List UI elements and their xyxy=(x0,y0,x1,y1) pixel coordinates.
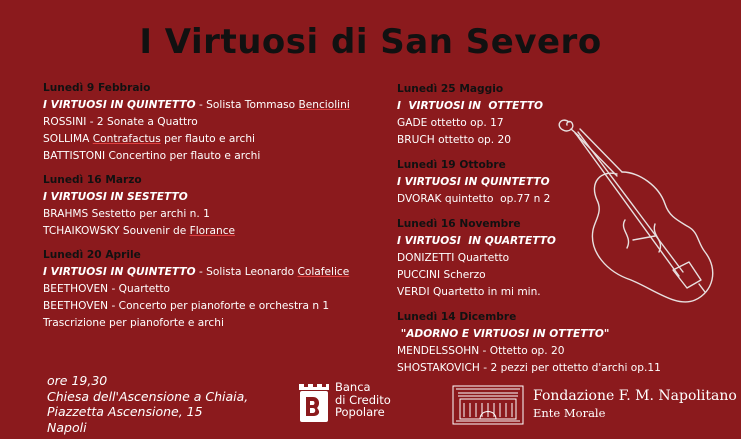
foundation-name: Fondazione F. M. Napolitano xyxy=(533,388,737,404)
concert-event xyxy=(43,247,373,332)
program-work-detail: per flauto e archi xyxy=(160,133,255,145)
program-line: Trascrizione per pianoforte e archi xyxy=(43,317,224,329)
program-line: ROSSINI - 2 Sonate a Quattro xyxy=(43,116,198,128)
concert-event xyxy=(43,172,373,240)
program-composer: TCHAIKOWSKY Souvenir de xyxy=(43,225,190,237)
program-line: MENDELSSOHN - Ottetto op. 20 xyxy=(397,345,565,357)
program-composer: SOLLIMA xyxy=(43,133,93,145)
program-line: BRUCH ottetto op. 20 xyxy=(397,134,511,146)
program-line: DONIZETTI Quartetto xyxy=(397,252,510,264)
venue-city: Napoli xyxy=(47,419,87,435)
bank-name xyxy=(335,381,391,419)
event-date: Lunedì 16 Novembre xyxy=(397,218,521,230)
event-date: Lunedì 25 Maggio xyxy=(397,83,504,95)
event-date: Lunedì 20 Aprile xyxy=(43,249,141,261)
venue-info xyxy=(47,373,248,435)
program-line xyxy=(43,223,373,240)
program-line: BEETHOVEN - Quartetto xyxy=(43,283,171,295)
ensemble-line xyxy=(43,97,373,114)
ensemble-name: I VIRTUOSI IN QUINTETTO xyxy=(43,266,196,278)
concert-event xyxy=(397,309,697,377)
program-work-title: Florance xyxy=(189,225,236,237)
violin-icon xyxy=(555,112,730,317)
ensemble-name: I VIRTUOSI IN QUINTETTO xyxy=(397,176,550,188)
program-line: DVORAK quintetto op.77 n 2 xyxy=(397,193,551,205)
concert-event xyxy=(43,80,373,165)
ensemble-name: I VIRTUOSI IN SESTETTO xyxy=(43,191,188,203)
ensemble-name: I VIRTUOSI IN QUINTETTO xyxy=(43,99,196,111)
venue-place: Chiesa dell'Ascensione a Chiaia, xyxy=(47,388,249,404)
program-line xyxy=(43,131,373,148)
bank-logo-icon xyxy=(297,382,331,424)
soloist-prefix: - Solista Tommaso xyxy=(195,99,299,111)
ensemble-name: "ADORNO E VIRTUOSI IN OTTETTO" xyxy=(397,328,610,340)
event-date: Lunedì 14 Dicembre xyxy=(397,311,517,323)
event-date: Lunedì 9 Febbraio xyxy=(43,82,151,94)
program-work-title: Contrafactus xyxy=(92,133,161,145)
soloist-prefix: - Solista Leonardo xyxy=(195,266,298,278)
ensemble-name: I VIRTUOSI IN OTTETTO xyxy=(397,100,544,112)
bank-name-line: Popolare xyxy=(335,405,385,419)
program-line: VERDI Quartetto in mi min. xyxy=(397,286,541,298)
soloist-name: Colafelice xyxy=(297,266,350,278)
bank-name-line: di Credito xyxy=(335,392,391,407)
bank-name-line: Banca xyxy=(335,380,371,394)
ensemble-line xyxy=(43,264,373,281)
program-line: GADE ottetto op. 17 xyxy=(397,117,504,129)
program-line: PUCCINI Scherzo xyxy=(397,269,486,281)
foundation-subtitle: Ente Morale xyxy=(533,406,606,420)
program-line: BATTISTONI Concertino per flauto e archi xyxy=(43,150,261,162)
concert-time: ore 19,30 xyxy=(47,373,108,388)
ensemble-name: I VIRTUOSI IN QUARTETTO xyxy=(397,235,556,247)
event-date: Lunedì 16 Marzo xyxy=(43,174,142,186)
foundation-info xyxy=(533,388,737,422)
left-column xyxy=(43,80,373,339)
event-date: Lunedì 19 Ottobre xyxy=(397,159,506,171)
foundation-building-icon xyxy=(452,385,524,425)
program-line: BEETHOVEN - Concerto per pianoforte e orchestra n 1 xyxy=(43,300,330,312)
program-line: SHOSTAKOVICH - 2 pezzi per ottetto d'archi op.11 xyxy=(397,362,661,374)
soloist-name: Benciolini xyxy=(298,99,350,111)
program-line: BRAHMS Sestetto per archi n. 1 xyxy=(43,208,210,220)
venue-address: Piazzetta Ascensione, 15 xyxy=(47,404,203,419)
page-title: I Virtuosi di San Severo xyxy=(139,22,602,62)
